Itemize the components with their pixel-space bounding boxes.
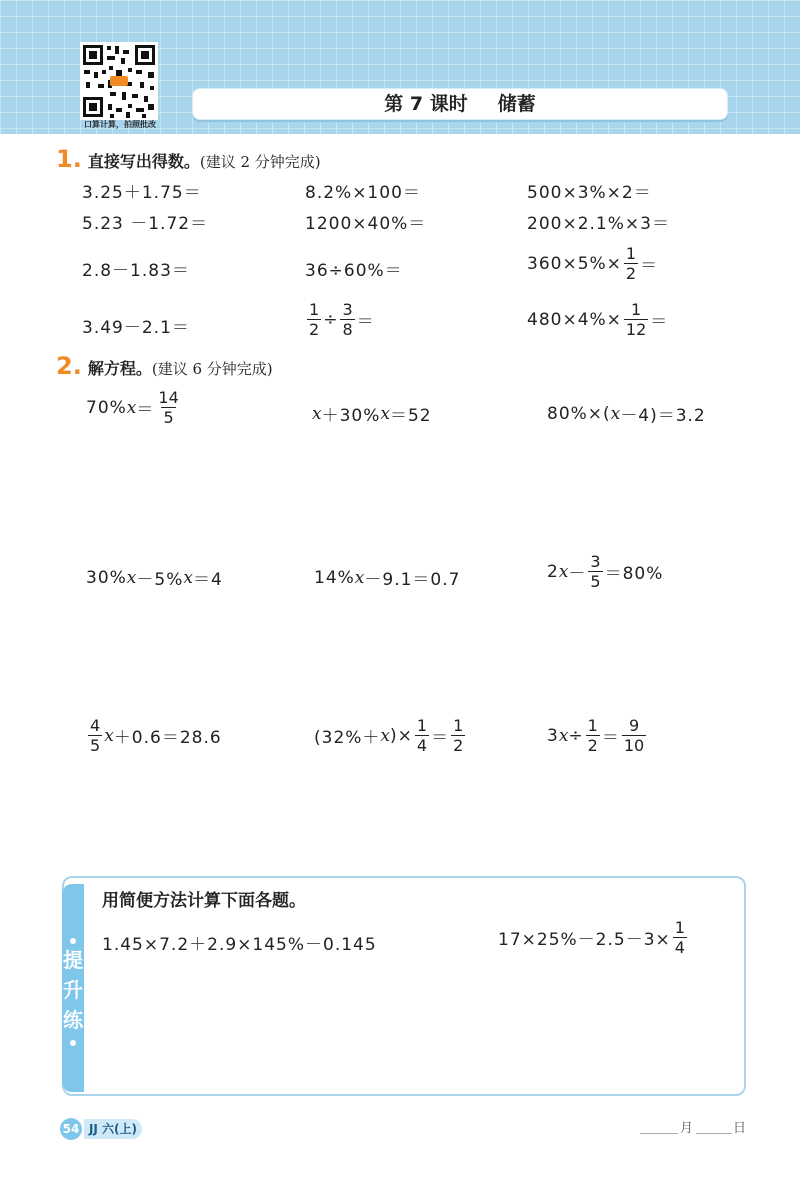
eq-variable: x [558,561,569,582]
eq-text: ＋30% [321,406,381,426]
eq-variable: x [610,403,621,424]
equation [547,401,706,426]
calc-item: 36÷60%＝ [305,261,403,281]
denominator: 2 [625,264,637,283]
numerator: 1 [587,716,598,735]
numerator: 1 [674,918,685,937]
numerator: 3 [342,300,353,319]
fraction [673,918,687,957]
calc-item-fraction [527,300,668,339]
section-1-note: (建议 2 分钟完成) [199,153,321,171]
eq-text: )× [390,725,413,746]
numerator: 1 [416,716,428,735]
fraction [622,716,646,755]
fraction [88,716,102,755]
eq-text: － [568,564,587,584]
eq-text: 2 [547,561,559,582]
denominator: 4 [674,938,685,957]
denominator: 5 [163,408,174,427]
calc-item: 1200×40%＝ [305,214,427,234]
qr-caption: 口算计算，拍照批改 [84,120,156,129]
dot-icon [70,1040,76,1046]
side-char: 提 [63,948,83,972]
day-label: 日 [733,1121,747,1136]
eq-variable: x [312,403,322,424]
fraction [588,552,602,591]
eq-text: (32%＋ [314,728,381,748]
fraction [586,716,600,755]
eq-text: 80%×( [547,403,611,424]
eq-text: ＋0.6＝28.6 [113,728,222,748]
equation [314,716,467,755]
eq-text: 70% [86,397,127,418]
eq-variable: x [183,567,193,588]
eq-variable: x [354,567,365,588]
section-1-number: 1. [56,145,82,173]
calc-item: 3.25＋1.75＝ [82,183,202,203]
calc-text: ＝ [356,312,375,332]
eq-text: －5% [136,570,184,590]
lesson-topic: 储蓄 [497,93,536,115]
eq-text: ＝ [431,728,450,748]
month-blank[interactable] [640,1133,678,1134]
eq-text: －4)＝3.2 [620,406,706,426]
calc-text: ＝ [650,312,669,332]
eq-text: 14% [314,567,355,588]
denominator: 10 [623,736,645,755]
eq-variable: x [104,725,114,746]
section-2-number: 2. [56,352,82,380]
section-1-title: 直接写出得数。 [87,152,200,171]
denominator: 4 [416,736,428,755]
denominator: 8 [342,320,353,339]
month-label: 月 [680,1121,694,1136]
eq-text: ＝4 [192,570,223,590]
calc-item-fraction [527,244,658,283]
practice-side-label [58,945,88,1035]
section-2-title: 解方程。 [87,359,152,378]
qr-code-icon[interactable] [80,42,158,120]
denominator: 2 [309,320,320,339]
eq-text: －9.1＝0.7 [364,570,461,590]
eq-text: 3 [547,725,559,746]
numerator: 1 [309,300,320,319]
numerator: 1 [630,300,642,319]
calc-item: 500×3%×2＝ [527,183,652,203]
section-1-heading [56,145,321,173]
lesson-title-bar [192,88,728,120]
fraction [451,716,465,755]
eq-variable: x [558,725,569,746]
calc-item: 2.8－1.83＝ [82,261,190,281]
denominator: 5 [90,736,101,755]
calc-item: 3.49－2.1＝ [82,318,190,338]
calc-item: 5.23 －1.72＝ [82,214,209,234]
section-2-heading [56,352,273,380]
equation [312,401,432,426]
numerator: 1 [453,716,464,735]
equation [86,388,183,427]
calc-item: 200×2.1%×3＝ [527,214,670,234]
lesson-number: 第 7 课时 [384,93,468,115]
eq-text: 30% [86,567,127,588]
equation [86,716,222,755]
section-2-note: (建议 6 分钟完成) [151,360,273,378]
eq-text: ＝52 [389,406,432,426]
fraction [340,300,354,339]
fraction [307,300,321,339]
equation [314,565,460,590]
grade-badge: JJ 六(上) [84,1119,142,1139]
practice-title: 用简便方法计算下面各题。 [102,891,306,911]
practice-problem-2 [498,918,689,957]
eq-text: ÷ [568,725,584,746]
calc-text: ＝ [640,256,659,276]
equation [547,716,648,755]
calc-text: ÷ [323,309,339,330]
numerator: 3 [590,552,601,571]
denominator: 2 [587,736,598,755]
eq-variable: x [380,403,390,424]
eq-variable: x [380,725,391,746]
equation [547,552,663,591]
fraction [624,300,648,339]
numerator: 4 [90,716,101,735]
eq-text: ＝80% [604,564,664,584]
calc-text: 480×4%× [527,309,622,330]
practice-problem-1: 1.45×7.2＋2.9×145%－0.145 [102,935,377,955]
denominator: 2 [453,736,464,755]
dot-icon [70,938,76,944]
calc-text: 360×5%× [527,253,622,274]
eq-text: ＝ [601,728,620,748]
side-char: 升 [63,978,83,1002]
eq-variable: x [126,567,137,588]
eq-text: 17×25%－2.5－3× [498,930,671,950]
fraction [415,716,429,755]
calc-item: 8.2%×100＝ [305,183,421,203]
eq-variable: x [126,397,137,418]
denominator: 12 [625,320,647,339]
numerator: 14 [158,388,179,407]
eq-text: ＝ [136,400,155,420]
fraction [624,244,638,283]
day-blank[interactable] [696,1133,732,1134]
numerator: 9 [628,716,640,735]
fraction [156,388,180,427]
equation [86,565,223,590]
calc-item-fraction [305,300,375,339]
denominator: 5 [590,572,601,591]
page-number: 54 [60,1118,82,1140]
side-char: 练 [63,1008,83,1032]
numerator: 1 [625,244,637,263]
